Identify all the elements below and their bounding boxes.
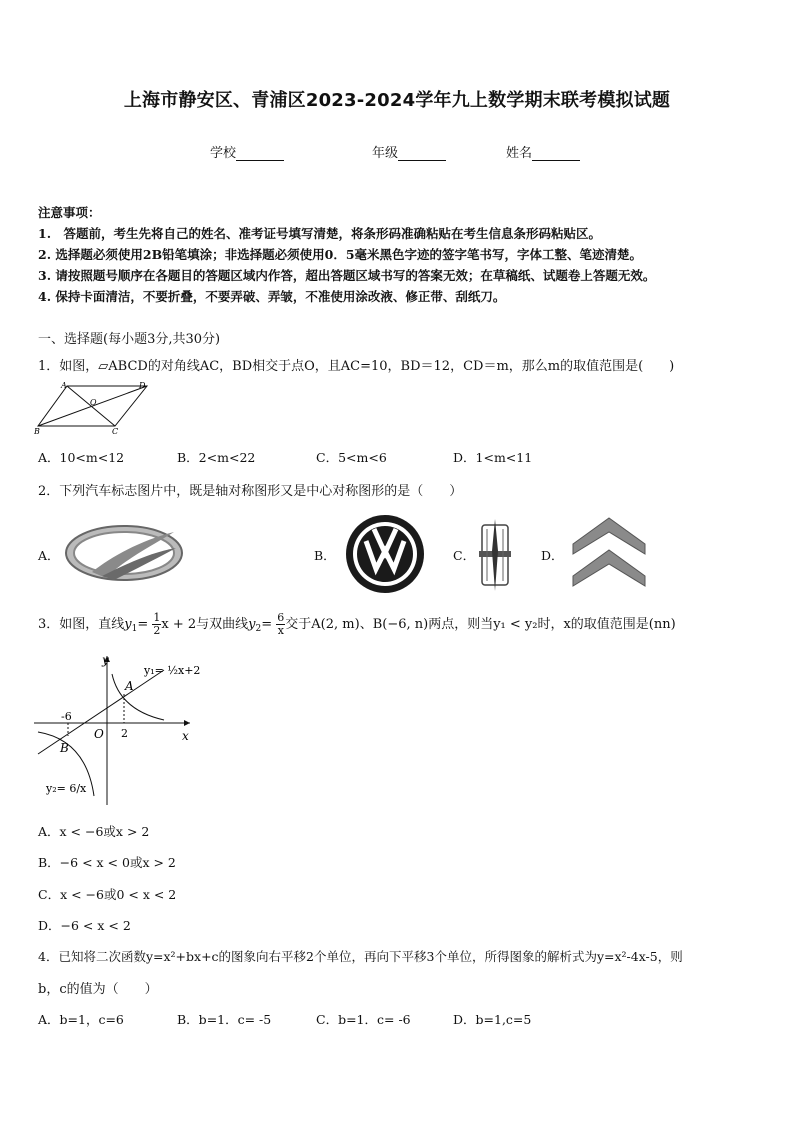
svg-text:x: x bbox=[182, 729, 189, 743]
q3-option-a[interactable]: A．x < −6或x > 2 bbox=[38, 824, 150, 839]
question-1-text: 1．如图，▱ABCD的对角线AC，BD相交于点O，且AC=10，BD＝12，CD＝m，那么m的取值范围是( ) bbox=[38, 359, 675, 374]
q1-option-b[interactable]: B．2<m<22 bbox=[177, 450, 256, 465]
notes-heading: 注意事项： bbox=[38, 205, 101, 220]
q2-option-d[interactable]: D． bbox=[541, 548, 564, 563]
section-heading: 一、选择题(每小题3分,共30分) bbox=[38, 332, 221, 347]
svg-text:A: A bbox=[125, 679, 134, 693]
function-graph-figure bbox=[34, 650, 214, 810]
question-4-line1: 4．已知将二次函数y=x²+bx+c的图象向右平移2个单位，再向下平移3个单位，所得图象的解析式为y=x²-4x-5，则 bbox=[38, 949, 683, 964]
name-label: 姓名 bbox=[506, 146, 533, 161]
q1-option-d[interactable]: D．1<m<11 bbox=[453, 450, 533, 465]
q2-option-a[interactable]: A． bbox=[38, 548, 60, 563]
q3-option-b[interactable]: B．−6 < x < 0或x > 2 bbox=[38, 855, 176, 870]
q2-option-c[interactable]: C． bbox=[453, 548, 476, 563]
svg-text:y: y bbox=[102, 653, 109, 667]
svg-text:O: O bbox=[94, 727, 104, 741]
grade-blank bbox=[398, 147, 446, 161]
school-label: 学校 bbox=[210, 146, 237, 161]
label-A: A bbox=[61, 381, 67, 390]
question-2-text: 2．下列汽车标志图片中，既是轴对称图形又是中心对称图形的是（ ） bbox=[38, 484, 463, 499]
q2-option-b[interactable]: B． bbox=[314, 548, 336, 563]
q4-option-d[interactable]: D．b=1,c=5 bbox=[453, 1012, 532, 1027]
q3-option-c[interactable]: C．x < −6或0 < x < 2 bbox=[38, 887, 177, 902]
label-D: D bbox=[139, 381, 146, 390]
note-item: 4. 保持卡面清洁，不要折叠，不要弄破、弄皱，不准使用涂改液、修正带、刮纸刀。 bbox=[38, 289, 506, 304]
grade-label: 年级 bbox=[372, 146, 399, 161]
question-3-text: 3．如图，直线$y_1=$ $\frac{1}{2}$ x + 2与双曲线$y_2=$ $\frac{6}{x}$ 交于A(2, m)、B(−6, n)两点，则当y₁ < y₂时，x的取值范围是(nn) bbox=[38, 611, 676, 637]
q1-option-c[interactable]: C．5<m<6 bbox=[316, 450, 387, 465]
label-B: B bbox=[34, 427, 40, 434]
star-emblem-logo-icon bbox=[478, 517, 512, 593]
svg-text:y₁= ½x+2: y₁= ½x+2 bbox=[144, 664, 201, 677]
svg-text:B: B bbox=[60, 741, 69, 755]
fraction-six-over-x: $\frac{6}{x}$ bbox=[277, 611, 285, 637]
parallelogram-figure bbox=[34, 378, 154, 434]
school-field bbox=[210, 142, 284, 161]
double-chevron-logo-icon bbox=[569, 514, 649, 590]
page-title: 上海市静安区、青浦区2023-2024学年九上数学期末联考模拟试题 bbox=[123, 90, 671, 111]
svg-text:2: 2 bbox=[121, 727, 128, 740]
fraction-half: $\frac{1}{2}$ bbox=[153, 611, 161, 637]
svg-text:y₂= 6/x: y₂= 6/x bbox=[46, 782, 87, 795]
q3-option-d[interactable]: D．−6 < x < 2 bbox=[38, 918, 131, 933]
label-C: C bbox=[112, 427, 119, 434]
name-blank bbox=[532, 147, 580, 161]
school-blank bbox=[236, 147, 284, 161]
name-field bbox=[506, 142, 580, 161]
note-item: 3. 请按照题号顺序在各题目的答题区域内作答，超出答题区域书写的答案无效；在草稿纸、试题卷上答题无效。 bbox=[38, 268, 656, 283]
note-item: 1. 答题前，考生先将自己的姓名、准考证号填写清楚，将条形码准确粘贴在考生信息条形码粘贴区。 bbox=[38, 226, 602, 241]
q4-option-c[interactable]: C．b=1．c= -6 bbox=[316, 1012, 411, 1027]
label-O: O bbox=[90, 398, 97, 407]
question-4-line2: b，c的值为（ ） bbox=[38, 982, 158, 997]
q4-option-b[interactable]: B．b=1．c= -5 bbox=[177, 1012, 272, 1027]
grade-field bbox=[372, 142, 446, 161]
q4-option-a[interactable]: A．b=1，c=6 bbox=[38, 1012, 124, 1027]
note-item: 2. 选择题必须使用2B铅笔填涂；非选择题必须使用0．5毫米黑色字迹的签字笔书写，字体工整、笔迹清楚。 bbox=[38, 247, 643, 262]
oval-logo-icon bbox=[62, 520, 188, 586]
q1-option-a[interactable]: A．10<m<12 bbox=[38, 450, 125, 465]
svg-text:-6: -6 bbox=[61, 710, 72, 723]
vw-logo-icon bbox=[344, 513, 426, 595]
